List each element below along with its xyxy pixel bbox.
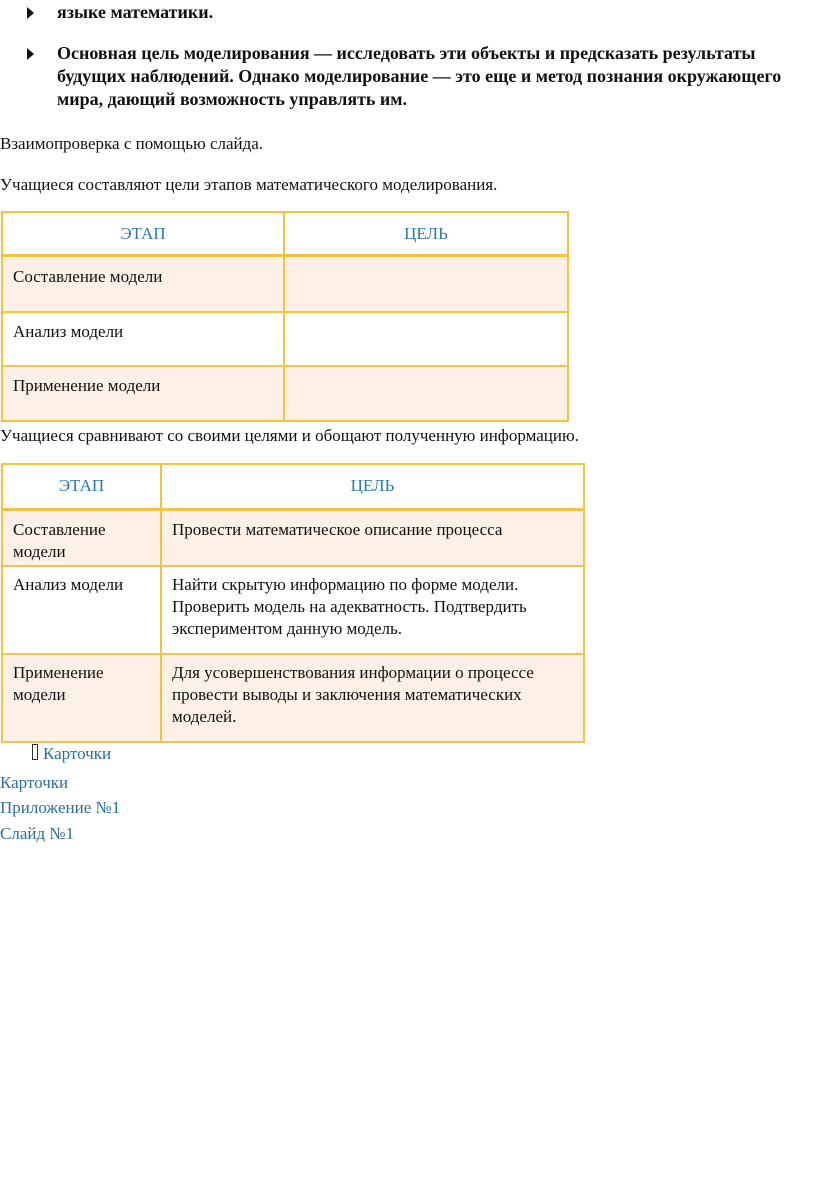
table-row bbox=[2, 654, 584, 742]
stage-cell: Составление модели bbox=[2, 255, 284, 312]
stage-cell: Применение модели bbox=[2, 366, 284, 421]
stage-goal-table-empty bbox=[1, 211, 569, 422]
bullet-arrow-icon bbox=[27, 48, 34, 60]
slide-link[interactable]: Слайд №1 bbox=[0, 824, 75, 843]
table-header-row bbox=[2, 212, 568, 255]
stage-cell: Анализ модели bbox=[2, 312, 284, 366]
bullet-text: языке математики. bbox=[57, 2, 214, 22]
column-header-stage: ЭТАП bbox=[2, 212, 284, 255]
bullet-text: Основная цель моделирования — исследовать эти объекты и предсказать результаты будущих наблюдений. Однако моделирование — это еще и метод познания окружающего мира, дающий возможность управлять им. bbox=[57, 43, 782, 109]
goal-cell[interactable] bbox=[284, 255, 568, 312]
bullet-arrow-icon bbox=[27, 7, 34, 19]
goal-cell[interactable] bbox=[284, 312, 568, 366]
table-row bbox=[2, 366, 568, 421]
stage-cell: Составление модели bbox=[2, 509, 161, 566]
table-header-row bbox=[2, 464, 584, 509]
cards-link[interactable]: Карточки bbox=[0, 773, 69, 792]
table-row bbox=[2, 566, 584, 654]
appendix-link[interactable]: Приложение №1 bbox=[0, 798, 121, 817]
stage-cell: Анализ модели bbox=[2, 566, 161, 654]
column-header-goal: ЦЕЛЬ bbox=[161, 464, 584, 509]
cards-inline-link[interactable]: Карточки bbox=[43, 744, 112, 763]
table-row bbox=[2, 312, 568, 366]
column-header-stage: ЭТАП bbox=[2, 464, 161, 509]
paragraph-compare: Учащиеся сравнивают со своими целями и обощают полученную информацию. bbox=[0, 426, 579, 445]
column-header-goal: ЦЕЛЬ bbox=[284, 212, 568, 255]
stage-goal-table-filled bbox=[1, 463, 585, 743]
table-row bbox=[2, 509, 584, 566]
paragraph-check: Взаимопроверка с помощью слайда. bbox=[0, 134, 264, 153]
list-marker-icon bbox=[32, 744, 38, 760]
stage-cell: Применение модели bbox=[2, 654, 161, 742]
bullet-item bbox=[27, 42, 807, 111]
goal-cell[interactable] bbox=[284, 366, 568, 421]
goal-cell: Провести математическое описание процесса bbox=[161, 509, 584, 566]
goal-cell: Для усовершенствования информации о процессе провести выводы и заключения математических моделей. bbox=[161, 654, 584, 742]
goal-cell: Найти скрытую информацию по форме модели. Проверить модель на адекватность. Подтвердить экспериментом данную модель. bbox=[161, 566, 584, 654]
table-row bbox=[2, 255, 568, 312]
bullet-item bbox=[27, 1, 807, 24]
paragraph-compose: Учащиеся составляют цели этапов математического моделирования. bbox=[0, 175, 498, 194]
